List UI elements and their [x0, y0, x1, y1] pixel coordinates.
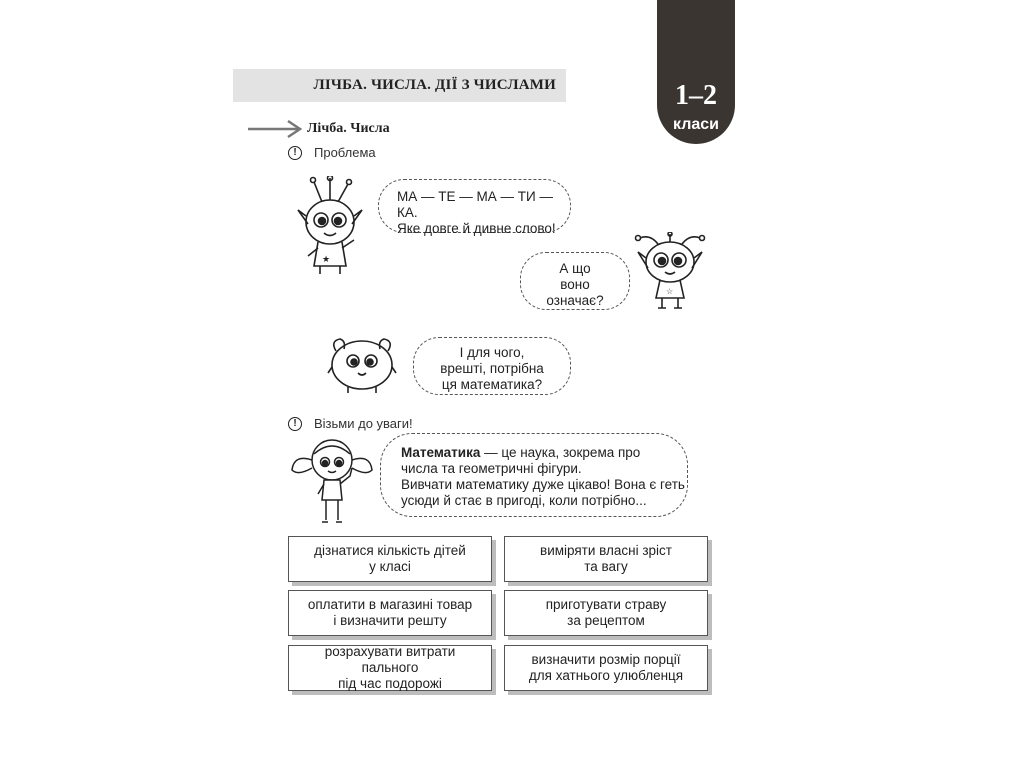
bubble-3-line-2: врешті, потрібна: [440, 361, 544, 376]
card-line-1: виміряти власні зріст: [540, 543, 672, 558]
speech-bubble-1: [378, 179, 571, 236]
task-card: [504, 536, 708, 582]
bubble-2-line-2: воно: [560, 277, 590, 292]
task-card: [504, 645, 708, 691]
bubble-4-bold-term: Математика: [401, 445, 481, 460]
card-line-2: та вагу: [584, 559, 628, 574]
card-line-2: у класі: [369, 559, 411, 574]
card-line-1: дізнатися кількість дітей: [314, 543, 466, 558]
speech-bubble-3: [413, 337, 571, 395]
bubble-4-line-2: числа та геометричні фігури.: [401, 461, 582, 476]
section-subtitle: Лічба. Числа: [307, 121, 390, 136]
bubble-3-line-1: І для чого,: [459, 345, 525, 360]
page-title: ЛІЧБА. ЧИСЛА. ДІЇ З ЧИСЛАМИ: [313, 77, 556, 93]
bubble-2-line-3: означає?: [546, 293, 604, 308]
arrow-right-icon: [246, 119, 304, 139]
card-line-1: розрахувати витрати пального: [324, 644, 456, 675]
exclamation-circle-icon: !: [288, 146, 302, 160]
svg-text:☆: ☆: [666, 287, 674, 296]
grade-tab: [657, 0, 735, 144]
round-creature-character: [326, 333, 398, 395]
bubble-1-line-2: Яке довге й дивне слово!: [397, 221, 556, 236]
svg-text:★: ★: [322, 254, 331, 264]
bubble-3-line-3: ця математика?: [441, 377, 543, 392]
alien-character-1: [296, 176, 368, 276]
card-line-1: оплатити в магазині товар: [307, 597, 473, 612]
card-line-1: приготувати страву: [545, 597, 667, 612]
grade-number: 1–2: [675, 80, 717, 111]
exclamation-circle-icon: !: [288, 417, 302, 431]
card-line-2: під час подорожі: [338, 676, 442, 691]
task-card: [288, 536, 492, 582]
grade-label: класи: [673, 116, 719, 133]
problem-label: Проблема: [314, 145, 376, 160]
card-line-1: визначити розмір порції: [531, 652, 681, 667]
bubble-4-line-1: — це наука, зокрема про: [480, 445, 641, 460]
bubble-1-line-1: МА — ТЕ — МА — ТИ — КА.: [397, 189, 553, 220]
task-card: [288, 645, 492, 691]
notice-label: Візьми до уваги!: [314, 416, 413, 431]
task-card: [504, 590, 708, 636]
speech-bubble-4: [380, 433, 688, 517]
alien-character-2: [630, 232, 710, 312]
page-title-bar: [233, 69, 566, 102]
card-line-2: для хатнього улюбленця: [528, 668, 684, 683]
card-line-2: за рецептом: [567, 613, 645, 628]
card-line-2: і визначити решту: [333, 613, 447, 628]
bubble-2-line-1: А що: [559, 261, 591, 276]
bubble-4-line-4: усюди й стає в пригоді, коли потрібно...: [401, 493, 647, 508]
bubble-4-line-3: Вивчати математику дуже цікаво! Вона є геть: [401, 477, 685, 492]
girl-character: [290, 436, 374, 528]
speech-bubble-2: [520, 252, 630, 310]
task-card: [288, 590, 492, 636]
